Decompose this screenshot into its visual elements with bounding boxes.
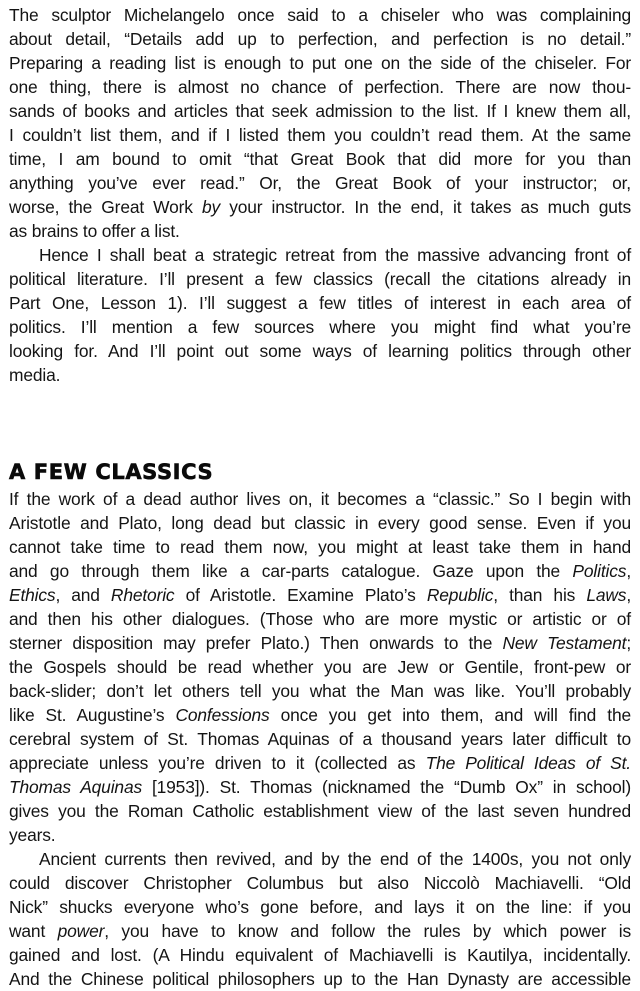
- text-run: Aristotle and Plato, long dead but classic in every good sense. Even if you: [9, 513, 631, 533]
- text-run: looking for. And I’ll point out some ways of learning politics through other: [9, 341, 631, 361]
- text-run: could discover Christopher Columbus but also Niccolò Machiavelli. “Old: [9, 873, 631, 893]
- text-run: If the work of a dead author lives on, it becomes a “classic.” So I begin with: [9, 489, 631, 509]
- section-spacer: [9, 387, 631, 457]
- text-run: politics. I’ll mention a few sources where you might find what you’re: [9, 317, 631, 337]
- text-line: [9, 3, 631, 27]
- section-paragraph-1: [9, 487, 631, 847]
- text-line: [9, 243, 631, 267]
- text-line: [9, 967, 631, 991]
- section-paragraph-2: [9, 847, 631, 991]
- text-run: Ancient currents then revived, and by the end of the 1400s, you not only: [39, 849, 631, 869]
- italic-title: power: [57, 921, 105, 941]
- text-line: [9, 267, 631, 291]
- text-run: and go through them like a car-parts catalogue. Gaze upon the: [9, 561, 573, 581]
- text-line: [9, 631, 631, 655]
- italic-title: Republic: [426, 585, 494, 605]
- text-run: ,: [626, 561, 631, 581]
- text-run: of Aristotle. Examine Plato’s: [174, 585, 427, 605]
- text-run: ;: [626, 633, 632, 653]
- document-page: [9, 3, 631, 991]
- text-run: ,: [626, 585, 631, 605]
- text-run: anything you’ve ever read.” Or, the Great Book of your instructor; or,: [9, 173, 631, 193]
- text-run: , and: [55, 585, 111, 605]
- text-run: , than his: [493, 585, 587, 605]
- intro-paragraph-1: [9, 3, 631, 243]
- text-run: I couldn’t list them, and if I listed them you couldn’t read them. At the same: [9, 125, 631, 145]
- text-run: one thing, there is almost no chance of perfection. There are now thou-: [9, 77, 631, 97]
- text-run: gives you the Roman Catholic establishment view of the last seven hundred: [9, 801, 631, 821]
- text-run: cerebral system of St. Thomas Aquinas of a thousand years later difficult to: [9, 729, 631, 749]
- italic-title: Thomas Aquinas: [9, 777, 143, 797]
- text-run: Hence I shall beat a strategic retreat from the massive advancing front of: [39, 245, 631, 265]
- text-line: [9, 195, 631, 219]
- text-run: time, I am bound to omit “that Great Book that did more for you than: [9, 149, 631, 169]
- italic-title: The Political Ideas of St.: [425, 753, 631, 773]
- italic-title: Ethics: [9, 585, 56, 605]
- italic-title: Laws: [586, 585, 627, 605]
- text-line: [9, 583, 631, 607]
- italic-title: Confessions: [175, 705, 270, 725]
- text-run: appreciate unless you’re driven to it (collected as: [9, 753, 426, 773]
- text-line: [9, 847, 631, 871]
- text-run: worse, the Great Work: [9, 197, 202, 217]
- text-line: [9, 943, 631, 967]
- text-line: [9, 219, 631, 243]
- text-run: Nick” shucks everyone who’s gone before, and lays it on the line: if you: [9, 897, 631, 917]
- text-line: [9, 535, 631, 559]
- text-run: once you get into them, and will find the: [269, 705, 631, 725]
- text-run: want: [9, 921, 58, 941]
- text-line: [9, 703, 631, 727]
- text-line: [9, 363, 631, 387]
- text-run: Part One, Lesson 1). I’ll suggest a few titles of interest in each area of: [9, 293, 631, 313]
- text-line: [9, 291, 631, 315]
- text-line: [9, 51, 631, 75]
- text-run: like St. Augustine’s: [9, 705, 176, 725]
- text-run: political literature. I’ll present a few classics (recall the citations already in: [9, 269, 631, 289]
- text-line: [9, 823, 631, 847]
- text-line: [9, 895, 631, 919]
- italic-title: New Testament: [502, 633, 627, 653]
- text-run: gained and lost. (A Hindu equivalent of Machiavelli is Kautilya, incidentally.: [9, 945, 631, 965]
- text-line: [9, 315, 631, 339]
- text-run: about detail, “Details add up to perfection, and perfection is no detail.”: [9, 29, 631, 49]
- section-heading: A FEW CLASSICS: [9, 460, 214, 484]
- text-line: [9, 679, 631, 703]
- text-line: [9, 559, 631, 583]
- text-line: [9, 919, 631, 943]
- text-run: media.: [9, 365, 61, 385]
- text-line: [9, 339, 631, 363]
- text-run: [1953]). St. Thomas (nicknamed the “Dumb Ox” in school): [142, 777, 631, 797]
- text-run: as brains to offer a list.: [9, 221, 180, 241]
- text-line: [9, 123, 631, 147]
- intro-paragraph-2: [9, 243, 631, 387]
- text-run: and then his other dialogues. (Those who are more mystic or artistic or of: [9, 609, 631, 629]
- text-run: your instructor. In the end, it takes as much guts: [220, 197, 631, 217]
- text-line: [9, 799, 631, 823]
- text-line: [9, 487, 631, 511]
- text-run: sands of books and articles that seek admission to the list. If I knew them all,: [9, 101, 631, 121]
- text-run: Preparing a reading list is enough to put one on the side of the chiseler. For: [9, 53, 631, 73]
- text-run: the Gospels should be read whether you are Jew or Gentile, front-pew or: [9, 657, 631, 677]
- text-line: [9, 171, 631, 195]
- text-line: [9, 511, 631, 535]
- text-line: [9, 75, 631, 99]
- italic-title: Rhetoric: [110, 585, 175, 605]
- text-line: [9, 27, 631, 51]
- text-run: The sculptor Michelangelo once said to a chiseler who was complaining: [9, 5, 631, 25]
- text-run: years.: [9, 825, 56, 845]
- text-run: And the Chinese political philosophers up to the Han Dynasty are accessible: [9, 969, 631, 989]
- text-line: [9, 751, 631, 775]
- italic-title: Politics: [572, 561, 627, 581]
- text-line: [9, 147, 631, 171]
- text-run: cannot take time to read them now, you might at least take them in hand: [9, 537, 631, 557]
- text-run: , you have to know and follow the rules by which power is: [104, 921, 631, 941]
- text-line: [9, 871, 631, 895]
- text-run: back-slider; don’t let others tell you what the Man was like. You’ll probably: [9, 681, 631, 701]
- text-line: [9, 655, 631, 679]
- italic-title: by: [201, 197, 221, 217]
- text-line: [9, 607, 631, 631]
- text-line: [9, 727, 631, 751]
- text-run: sterner disposition may prefer Plato.) Then onwards to the: [9, 633, 503, 653]
- text-line: [9, 99, 631, 123]
- text-line: [9, 775, 631, 799]
